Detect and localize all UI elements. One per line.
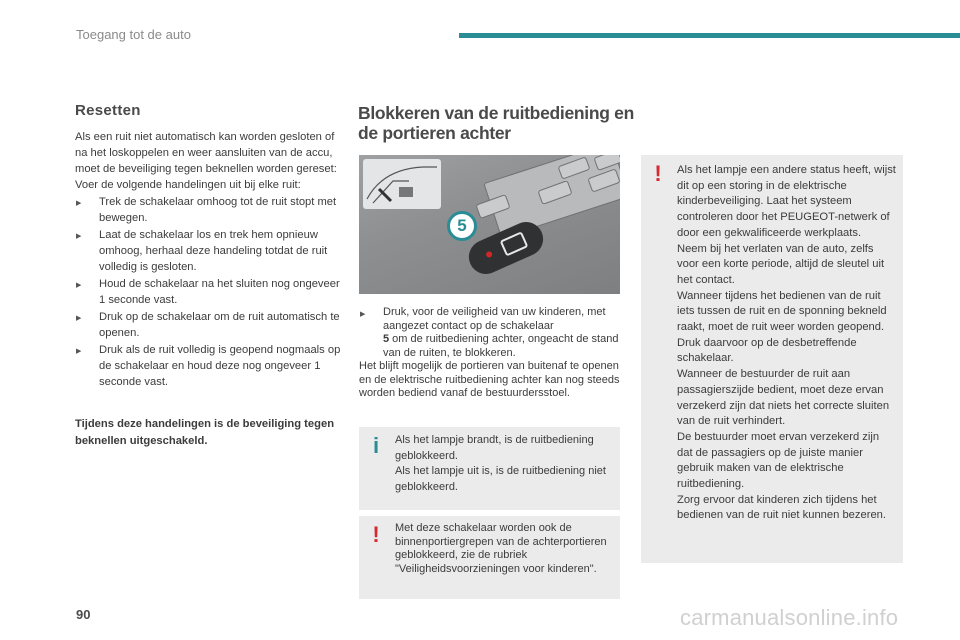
warning-icon: ! <box>372 522 380 547</box>
reset-note: Tijdens deze handelingen is de beveiliging tegen beknellen uitgeschakeld. <box>75 418 335 447</box>
status-led <box>485 250 493 258</box>
info-icon: i <box>372 433 380 458</box>
bullet-text: Druk, voor de veiligheid van uw kinderen, met aangezet contact op de schakelaar <box>383 306 606 332</box>
callout-number: 5 <box>447 211 477 241</box>
reset-steps <box>75 194 343 390</box>
reset-section <box>75 102 343 450</box>
warning-paragraph: De bestuurder moet ervan verzekerd zijn dat de passagiers op de juiste manier gebruik maken van de elektrische ruitbediening. <box>677 430 880 491</box>
warning-text <box>677 163 897 524</box>
blocking-section <box>359 305 621 401</box>
warning-icon: ! <box>654 161 662 186</box>
header-accent-bar <box>459 33 960 38</box>
reset-intro: Als een ruit niet automatisch kan worden gesloten of na het loskoppelen en weer aansluiten van de accu, moet de beveiliging tegen beknellen worden gereset: <box>75 131 337 175</box>
list-item: ▶ Houd de schakelaar na het sluiten nog ongeveer 1 seconde vast. <box>75 276 343 308</box>
blocking-steps <box>359 306 621 360</box>
child-lock-icon <box>500 231 529 256</box>
list-item: ▶ Trek de schakelaar omhoog tot de ruit stopt met bewegen. <box>75 194 343 226</box>
reset-lead: Voer de volgende handelingen uit bij elke ruit: <box>75 179 301 191</box>
warning-paragraph: Wanneer tijdens het bedienen van de ruit iets tussen de ruit en de sponning bekneld raakt, moet de ruit weer worden geopend. Druk daarvoor op de desbetreffende schakelaar. <box>677 289 887 365</box>
warning-paragraph: Wanneer de bestuurder de ruit aan passagierszijde bedient, moet deze ervan verzekerd zijn dat niets het correcte sluiten van de ruit verhindert. <box>677 368 890 428</box>
page-number: 90 <box>76 607 91 622</box>
reset-heading: Resetten <box>75 102 141 119</box>
warning-paragraph: Zorg ervoor dat kinderen zich tijdens het bedienen van de ruit niet kunnen bezeren. <box>677 493 886 522</box>
blocking-para: Het blijft mogelijk de portieren van buitenaf te openen en de elektrische ruitbediening achter kan nog steeds worden bediend vanaf de bestuurdersstoel. <box>359 360 620 399</box>
list-item: ▶ Druk op de schakelaar om de ruit automatisch te openen. <box>75 309 343 341</box>
list-item <box>359 306 621 360</box>
switch-panel-photo <box>359 155 620 294</box>
warning-paragraph: Als het lampje een andere status heeft, wijst dit op een storing in de elektrische kinderbeveiliging. Laat het systeem controleren door het PEUGEOT-netwerk of door een gekwalificeerde werkplaats. <box>677 164 896 239</box>
list-item: ▶ Laat de schakelaar los en trek hem opnieuw omhoog, herhaal deze handeling totdat de ruit volledig is gesloten. <box>75 227 343 275</box>
info-text <box>395 433 614 495</box>
bullet-text-cont: om de ruitbediening achter, ongeacht de stand van de ruiten, te blokkeren. <box>383 333 619 359</box>
info-line: Als het lampje brandt, is de ruitbediening geblokkeerd. <box>395 434 594 462</box>
dashboard-sketch-icon <box>363 159 441 209</box>
list-item: ▶ Druk als de ruit volledig is geopend nogmaals op de schakelaar en houd deze nog ongeveer 1 seconde vast. <box>75 342 343 390</box>
watermark: carmanualsonline.info <box>680 605 899 630</box>
warning-paragraph: Neem bij het verlaten van de auto, zelfs voor een korte periode, altijd de sleutel uit het contact. <box>677 242 885 286</box>
info-box <box>359 427 620 510</box>
warning-box <box>359 516 620 599</box>
switch-ref: 5 <box>383 333 390 345</box>
info-line: Als het lampje uit is, is de ruitbediening niet geblokkeerd. <box>395 465 606 493</box>
blocking-heading: Blokkeren van de ruitbediening en de portieren achter <box>358 103 634 143</box>
car-interior-inset <box>363 159 441 209</box>
warning-box-large <box>641 155 903 563</box>
warning-text: Met deze schakelaar worden ook de binnenportiergrepen van de achterportieren geblokkeerd, zie de rubriek "Veiligheidsvoorzieningen voor kinderen". <box>395 522 607 575</box>
page-header-title: Toegang tot de auto <box>76 27 191 42</box>
